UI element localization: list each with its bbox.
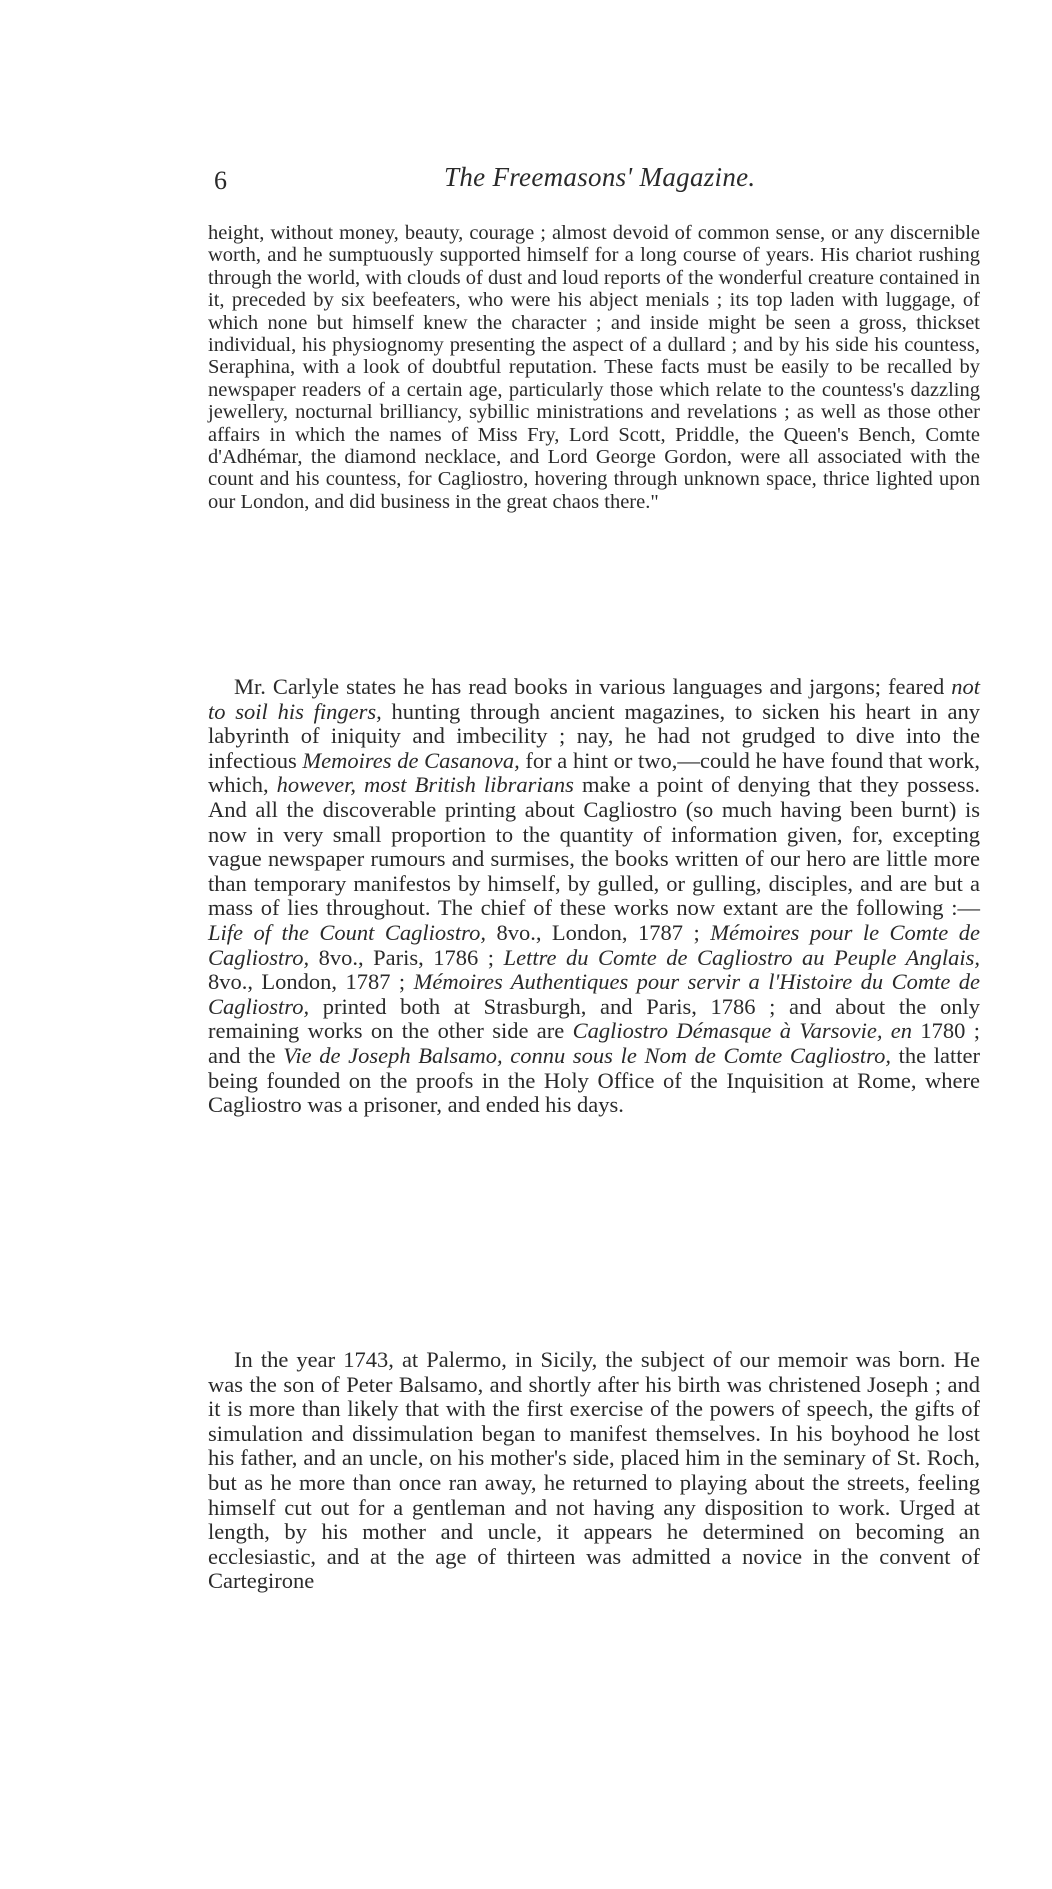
running-title: The Freemasons' Magazine. — [444, 162, 756, 192]
paragraph-carlyle-sources: Mr. Carlyle states he has read books in various languages and jargons; feared not to soil his fingers, hunting through ancient magazines, to sicken his heart in any labyrinth of iniquity and imbecility ; nay, he had not grudged to dive into the infectious Memoires de Casanova, for a hint or two,—could he have found that work, which, however, most British librarians make a point of denying that they possess. And all the discoverable printing about Cagliostro (so much having been burnt) is now in very small proportion to the quantity of information given, for, excepting vague newspaper rumours and surmises, the books written of our hero are little more than temporary manifestos by himself, by gulled, or gulling, disciples, and are but a mass of lies throughout. The chief of these works now extant are the following :—Life of the Count Cagliostro, 8vo., London, 1787 ; Mémoires pour le Comte de Cagliostro, 8vo., Paris, 1786 ; Lettre du Comte de Cagliostro au Peuple Anglais, 8vo., London, 1787 ; Mémoires Authentiques pour servir a l'Histoire du Comte de Cagliostro, printed both at Strasburgh, and Paris, 1786 ; and about the only remaining works on the other side are Cagliostro Démasque à Varsovie, en 1780 ; and the Vie de Joseph Balsamo, connu sous le Nom de Comte Cagliostro, the latter being founded on the proofs in the Holy Office of the Inquisition at Rome, where Cagliostro was a prisoner, and ended his days. — [208, 674, 980, 1118]
page-header — [214, 162, 984, 202]
page-number: 6 — [214, 166, 227, 195]
quoted-passage: height, without money, beauty, courage ; almost devoid of common sense, or any discernible worth, and he sumptuously supported himself for a long course of years. His chariot rushing through the world, with clouds of dust and loud reports of the wonderful creature contained in it, preceded by six beefeaters, who were his abject menials ; its top laden with luggage, of which none but himself knew the character ; and inside might be seen a gross, thickset individual, his physiognomy presenting the aspect of a dullard ; and by his side his countess, Seraphina, with a look of doubtful reputation. These facts must be easily to be recalled by newspaper readers of a certain age, particularly those which relate to the countess's dazzling jewellery, nocturnal brilliancy, sybillic ministrations and revelations ; as well as those other affairs in which the names of Miss Fry, Lord Scott, Priddle, the Queen's Bench, Comte d'Adhémar, the diamond necklace, and Lord George Gordon, were all associated with the count and his countess, for Cagliostro, hovering through unknown space, thrice lighted upon our London, and did business in the great chaos there." — [208, 222, 980, 513]
paragraph-birth-palermo: In the year 1743, at Palermo, in Sicily, the subject of our memoir was born. He was the son of Peter Balsamo, and shortly after his birth was christened Joseph ; and it is more than likely that with the first exercise of the powers of speech, the gifts of simulation and dissimulation began to manifest themselves. In his boyhood he lost his father, and an uncle, on his mother's side, placed him in the seminary of St. Roch, but as he more than once ran away, he returned to playing about the streets, feeling himself cut out for a gentleman and not having any disposition to work. Urged at length, by his mother and uncle, it appears he determined on becoming an ecclesiastic, and at the age of thirteen was admitted a novice in the convent of Cartegirone — [208, 1347, 980, 1594]
